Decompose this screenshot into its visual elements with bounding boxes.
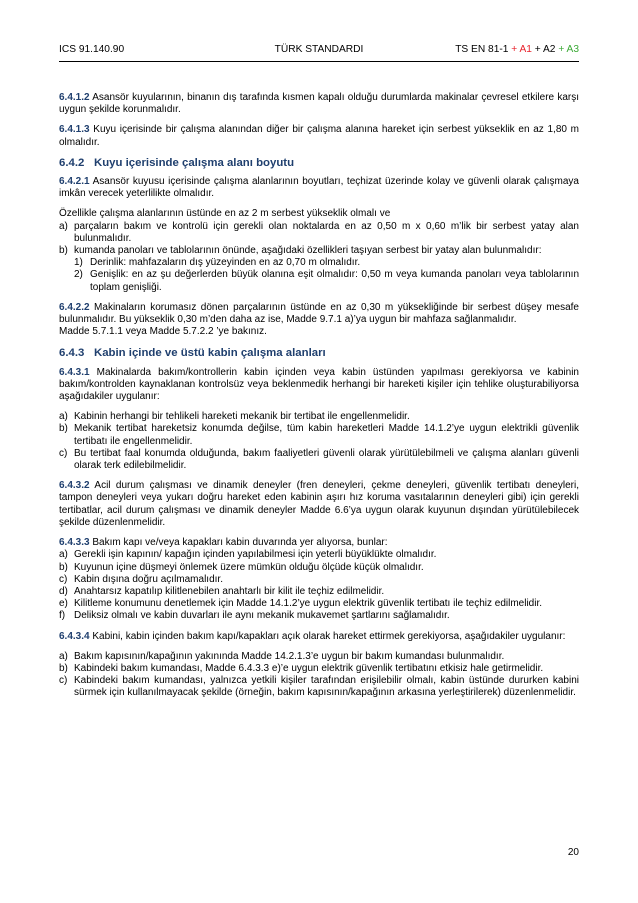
list-item: c) Kabin dışına doğru açılmamalıdır. xyxy=(59,573,223,585)
clause-6-4-3-4-list xyxy=(59,651,579,700)
standard-name: TÜRK STANDARDI xyxy=(274,44,364,55)
list-item: a) Gerekli işin kapının/ kapağın içinden yapılabilmesi için yeterli büyüklükte olmalıdır. xyxy=(59,549,437,561)
document-body xyxy=(59,92,579,700)
list-item: b) kumanda panoları ve tablolarının önünde, aşağıdaki özellikleri taşıyan serbest bir yatay alan bulunmalıdır: xyxy=(59,245,542,257)
clause-6-4-3-1-list xyxy=(59,411,579,472)
clause-6-4-3-1: 6.4.3.1 Makinalarda bakım/kontrollerin kabin içinden veya kabin üstünden yapılması gerekiyorsa ve kabinin bakım/kontrolden kaynaklanan kontrolsüz veya beklenmedik herhangi bir hareketi kişiler için tehlike oluşturabiliyorsa aşağıdakiler uygulanır: xyxy=(59,366,579,403)
clause-6-4-3-3: 6.4.3.3 Bakım kapı ve/veya kapakları kabin duvarında yer alıyorsa, bunlar: xyxy=(59,537,388,549)
clause-6-4-2-2: 6.4.2.2 Makinaların korumasız dönen parçalarının üstünde en az 0,30 m yüksekliğinde bir serbest düşey mesafe bulunmalıdır. Bu yükseklik 0,30 m’den daha az ise, Madde 9.7.1 a)’ya uygun bir mahfaza sağlanmalıdır. xyxy=(59,301,579,326)
list-intro: Özellikle çalışma alanlarının üstünde en az 2 m serbest yükseklik olmalı ve xyxy=(59,208,391,220)
clause-6-4-2-2-reference: Madde 5.7.1.1 veya Madde 5.7.2.2 ’ye bakınız. xyxy=(59,326,267,338)
standard-code: TS EN 81-1 + A1 + A2 + A3 xyxy=(455,44,579,55)
header-rule xyxy=(59,61,579,62)
list-item: a) Kabinin herhangi bir tehlikeli hareketi mekanik bir tertibat ile engellenmelidir. xyxy=(59,411,410,423)
list-item: c) Kabindeki bakım kumandası, yalnızca yetkili kişiler tarafından erişilebilir olmalı, kabin üstünde dururken kabini sürmek için kullanılmayacak şekilde (örneğin, bakım kapısının/kapağının arkasına yerleştirilerek) düzenlenmelidir. xyxy=(59,675,579,699)
list-item: b) Kuyunun içine düşmeyi önlemek üzere mümkün olduğu ölçüde küçük olmalıdır. xyxy=(59,561,424,573)
sub-list-item: 1) Derinlik: mahfazaların dış yüzeyinden en az 0,70 m olmalıdır. xyxy=(74,257,361,269)
clause-6-4-1-3: 6.4.1.3 Kuyu içerisinde bir çalışma alanından diğer bir çalışma alanına hareket için serbest yükseklik en az 1,80 m olmalıdır. xyxy=(59,124,579,148)
sub-list-item: 2) Genişlik: en az şu değerlerden büyük olanına eşit olmalıdır: 0,50 m veya kumanda panoları veya tablolarının toplam genişliği. xyxy=(74,269,579,293)
list-item: d) Anahtarsız kapatılıp kilitlenebilen anahtarlı bir kilit ile teçhiz edilmelidir. xyxy=(59,585,385,597)
clause-6-4-1-2: 6.4.1.2 Asansör kuyularının, binanın dış tarafında kısmen kapalı olduğu durumlarda makinalar çevresel etkilere karşı uygun şekilde korunmalıdır. xyxy=(59,92,579,116)
list-item: c) Bu tertibat faal konumda olduğunda, bakım faaliyetleri güvenli olarak yürütülebilmeli ve çalışma alanları güvenli olarak terk edilebilmelidir. xyxy=(59,447,579,472)
section-heading-6-4-3: 6.4.3 Kabin içinde ve üstü kabin çalışma alanları xyxy=(59,347,326,360)
list-item: e) Kilitleme konumunu denetlemek için Madde 14.1.2’ye uygun elektrik güvenlik tertibatı ile teçhiz edilmelidir. xyxy=(59,598,543,610)
list-item: b) Kabindeki bakım kumandası, Madde 6.4.3.3 e)’e uygun elektrik güvenlik tertibatını etkisiz hale getirmelidir. xyxy=(59,662,544,674)
clause-6-4-3-2: 6.4.3.2 Acil durum çalışması ve dinamik deneyler (fren deneyleri, çekme deneyleri, güvenlik tertibatı deneyleri, tampon deneyleri veya yukarı doğru hareket eden kabinin aşırı hız koruma vasıtalarının deneyleri gibi) için gerekli tertibatlar, acil durum çalışması ve dinamik deneyler Madde 6.6’ya uygun olarak kuyunun dışından yürütülebilecek şekilde düzenlenmelidir. xyxy=(59,480,579,528)
clause-6-4-2-1: 6.4.2.1 Asansör kuyusu içerisinde çalışma alanlarının boyutları, teçhizat üzerinde kolay ve güvenli olarak çalışmaya imkân verecek yeterlilikte olmalıdır. xyxy=(59,176,579,200)
page-header xyxy=(59,44,579,58)
clause-6-4-3-3-list xyxy=(59,549,579,622)
page-number: 20 xyxy=(567,847,579,858)
list-item: a) parçaların bakım ve kontrolü için gerekli olan noktalarda en az 0,50 m x 0,60 m’lik bir serbest yatay alan bulunmalıdır. xyxy=(59,220,579,244)
list-item: a) Bakım kapısının/kapağının yakınında Madde 14.2.1.3’e uygun bir bakım kumandası bulunmalıdır. xyxy=(59,650,505,662)
clause-6-4-3-4: 6.4.3.4 Kabini, kabin içinden bakım kapı/kapakları açık olarak hareket ettirmek gerekiyorsa, aşağıdakiler uygulanır: xyxy=(59,630,566,642)
list-item: f) Deliksiz olmalı ve kabin duvarları ile aynı mekanik mukavemet şartlarını sağlamalıdır. xyxy=(59,610,450,622)
clause-6-4-2-1-list xyxy=(59,208,579,293)
ics-code: ICS 91.140.90 xyxy=(59,44,125,55)
list-item: b) Mekanik tertibat hareketsiz konumda değilse, tüm kabin hareketleri Madde 14.1.2’ye uygun elektrikli güvenlik tertibatı ile engellenmelidir. xyxy=(59,423,579,447)
section-heading-6-4-2: 6.4.2 Kuyu içerisinde çalışma alanı boyutu xyxy=(59,156,295,169)
